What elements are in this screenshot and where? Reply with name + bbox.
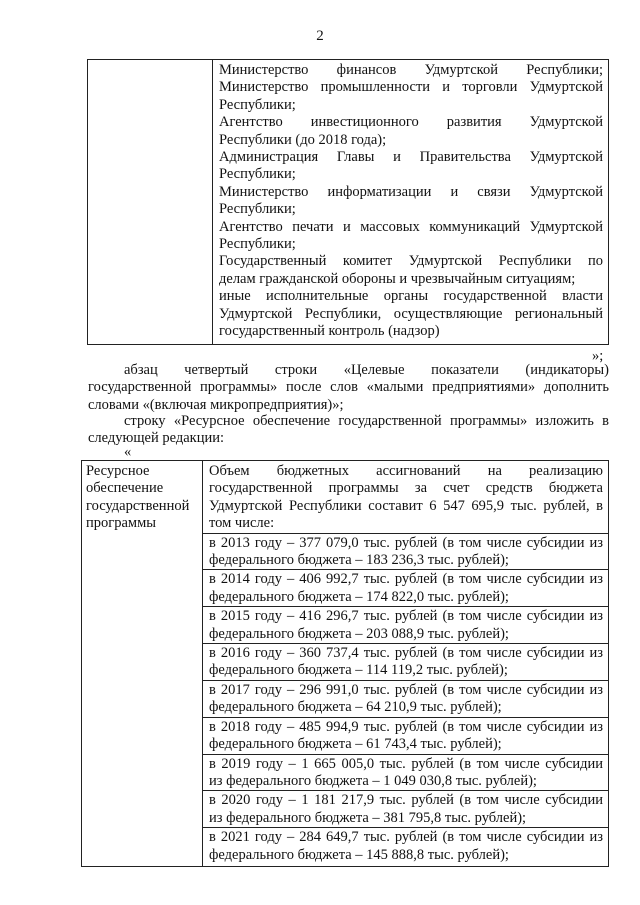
text-line: федерального бюджета – 64 210,9 тыс. рублей); bbox=[209, 699, 502, 716]
text-line: Республики; bbox=[219, 236, 296, 253]
text-line: государственной программы за счет средств бюджета bbox=[209, 480, 603, 497]
text-line: Республики; bbox=[219, 201, 296, 218]
agency-entry bbox=[219, 62, 603, 114]
text-line: Министерство информатизации и связи Удмуртской bbox=[219, 183, 603, 200]
text-line: в 2017 году – 296 991,0 тыс. рублей (в том числе субсидии из bbox=[209, 681, 603, 698]
text-line: федерального бюджета – 61 743,4 тыс. рублей); bbox=[209, 736, 502, 753]
agency-entry bbox=[219, 288, 603, 340]
text-line: абзац четвертый строки «Целевые показатели (индикаторы) bbox=[124, 362, 609, 378]
text-line: в 2020 году – 1 181 217,9 тыс. рублей (в том числе субсидии bbox=[209, 792, 603, 809]
text-line: Министерство промышленности и торговли Удмуртской bbox=[219, 79, 603, 96]
funding-year-row bbox=[203, 717, 608, 754]
funding-year-row bbox=[203, 533, 608, 570]
text-line: федерального бюджета – 114 119,2 тыс. рублей); bbox=[209, 662, 508, 679]
text-line: в 2018 году – 485 994,9 тыс. рублей (в том числе субсидии из bbox=[209, 718, 603, 735]
funding-total bbox=[209, 463, 603, 533]
text-line: в 2019 году – 1 665 005,0 тыс. рублей (в том числе субсидии bbox=[209, 755, 603, 772]
text-line: строку «Ресурсное обеспечение государственной программы» изложить в bbox=[124, 413, 609, 429]
text-line: делам гражданской обороны и чрезвычайным ситуациям; bbox=[219, 270, 576, 287]
text-line: федерального бюджета – 145 888,8 тыс. рублей); bbox=[209, 846, 509, 863]
text-line: Агентство печати и массовых коммуникаций Удмуртской bbox=[219, 218, 603, 235]
text-line: государственный контроль (надзор) bbox=[219, 323, 440, 340]
text-line: Удмуртской Республики, осуществляющие региональный bbox=[219, 305, 603, 322]
text-line: в 2021 году – 284 649,7 тыс. рублей (в том числе субсидии из bbox=[209, 829, 603, 846]
text-line: Республики (до 2018 года); bbox=[219, 131, 387, 148]
funding-year-row bbox=[203, 790, 608, 827]
text-line: федерального бюджета – 174 822,0 тыс. рублей); bbox=[209, 588, 509, 605]
agency-entry bbox=[219, 114, 603, 149]
text-line: из федерального бюджета – 1 049 030,8 тыс. рублей); bbox=[209, 772, 537, 789]
funding-year-row bbox=[203, 643, 608, 680]
text-line: Администрация Главы и Правительства Удмуртской bbox=[219, 149, 603, 166]
closing-quote: »; bbox=[592, 348, 604, 364]
text-line: в 2015 году – 416 296,7 тыс. рублей (в том числе субсидии из bbox=[209, 608, 603, 625]
responsible-agencies-table bbox=[87, 59, 609, 345]
text-line: Государственный комитет Удмуртской Республики по bbox=[219, 253, 603, 270]
page-number: 2 bbox=[316, 28, 324, 44]
amendment-paragraph-1 bbox=[88, 362, 609, 414]
text-line: в 2013 году – 377 079,0 тыс. рублей (в том числе субсидии из bbox=[209, 534, 603, 551]
row-label-cell bbox=[82, 461, 203, 867]
funding-year-row bbox=[203, 754, 608, 791]
agency-entry bbox=[219, 219, 603, 254]
text-line: из федерального бюджета – 381 795,8 тыс. рублей); bbox=[209, 809, 527, 826]
text-line: иные исполнительные органы государственной власти bbox=[219, 288, 603, 305]
funding-year-row bbox=[203, 827, 608, 864]
text-line: государственной программы» после слов «малыми предприятиями» дополнить bbox=[88, 379, 609, 396]
text-line: программы bbox=[86, 515, 156, 532]
text-line: Объем бюджетных ассигнований на реализацию bbox=[209, 463, 603, 479]
agency-entry bbox=[219, 253, 603, 288]
amendment-paragraph-2 bbox=[88, 413, 609, 448]
text-line: Агентство инвестиционного развития Удмуртской bbox=[219, 114, 603, 131]
text-line: федерального бюджета – 203 088,9 тыс. рублей); bbox=[209, 625, 509, 642]
funding-year-row bbox=[203, 680, 608, 717]
opening-quote: « bbox=[124, 444, 132, 460]
text-line: Республики; bbox=[219, 96, 296, 113]
text-line: федерального бюджета – 183 236,3 тыс. рублей); bbox=[209, 552, 509, 569]
funding-cell bbox=[203, 461, 609, 867]
text-line: Министерство финансов Удмуртской Республики; bbox=[219, 62, 603, 78]
text-line: Ресурсное bbox=[86, 463, 150, 479]
funding-year-row bbox=[203, 569, 608, 606]
agencies-cell bbox=[213, 60, 609, 345]
text-line: в 2016 году – 360 737,4 тыс. рублей (в том числе субсидии из bbox=[209, 645, 603, 662]
text-line: государственной bbox=[86, 497, 190, 514]
text-line: словами «(включая микропредприятия)»; bbox=[88, 396, 344, 413]
agency-entry bbox=[219, 149, 603, 184]
text-line: обеспечение bbox=[86, 480, 164, 497]
text-line: Республики; bbox=[219, 166, 296, 183]
empty-label-cell bbox=[88, 60, 213, 345]
text-line: в 2014 году – 406 992,7 тыс. рублей (в том числе субсидии из bbox=[209, 571, 603, 588]
text-line: Удмуртской Республики составит 6 547 695,9 тыс. рублей, в bbox=[209, 497, 603, 514]
agency-entry bbox=[219, 184, 603, 219]
funding-year-row bbox=[203, 606, 608, 643]
text-line: том числе: bbox=[209, 515, 275, 532]
text-line: следующей редакции: bbox=[88, 430, 225, 447]
resource-provision-table bbox=[81, 460, 609, 867]
